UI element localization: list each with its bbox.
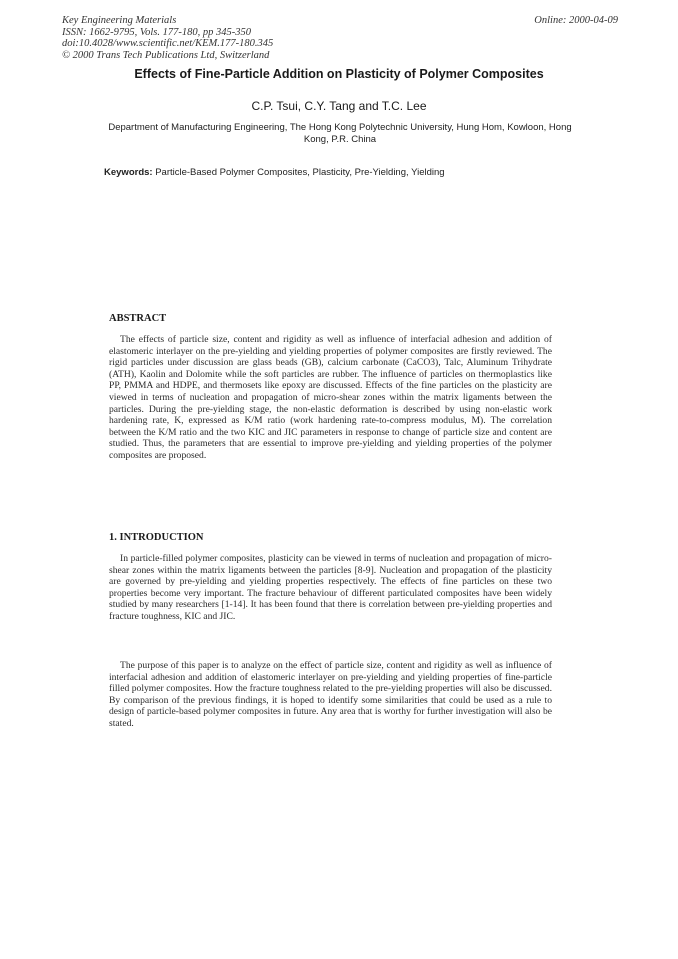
keywords-text: Particle-Based Polymer Composites, Plasticity, Pre-Yielding, Yielding [152, 167, 445, 178]
authors: C.P. Tsui, C.Y. Tang and T.C. Lee [251, 99, 427, 113]
journal-citation [62, 15, 273, 61]
journal-copyright: © 2000 Trans Tech Publications Ltd, Switzerland [62, 49, 270, 61]
journal-name: Key Engineering Materials [62, 15, 177, 26]
abstract-heading: ABSTRACT [109, 313, 167, 324]
abstract-text: The effects of particle size, content and rigidity as well as influence of interfacial adhesion and addition of elastomeric interlayer on the pre-yielding and yielding properties of polymer composites are firstly reviewed. The rigid particles under discussion are glass beads (GB), calcium carbonate (CaCO3), Talc, Aluminum Trihydrate (ATH), Kaolin and Dolomite while the soft particles are rubber. The influence of particles on thermoplastics like PP, PMMA and HDPE, and thermosets like epoxy are discussed. Effects of the fine particles on the plasticity are viewed in terms of nucleation and propagation of micro-shear zones within the matrix ligaments between the particles. During the pre-yielding stage, the non-elastic deformation is described by using non-elastic work hardening rate, K, expressed as K/M ratio (work hardening rate-to-compress modulus, M). The correlation between the K/M ratio and the two KIC and JIC parameters in response to change of particle size and content are studied. Thus, the parameters that are essential to improve pre-yielding and yielding properties of the polymer composites are proposed. [109, 334, 552, 461]
journal-issn: ISSN: 1662-9795, Vols. 177-180, pp 345-350 [62, 26, 251, 38]
paper-title: Effects of Fine-Particle Addition on Plasticity of Polymer Composites [134, 67, 544, 81]
introduction-heading: 1. INTRODUCTION [109, 532, 204, 543]
affiliation: Department of Manufacturing Engineering, The Hong Kong Polytechnic University, Hung Hom, Kowloon, Hong Kong, P.R. China [108, 122, 572, 145]
keywords [104, 167, 584, 179]
keywords-label: Keywords: [104, 167, 153, 178]
introduction-paragraph-2: The purpose of this paper is to analyze on the effect of particle size, content and rigidity as well as influence of interfacial adhesion and addition of elastomeric interlayer on pre-yielding and yielding properties of fine-particle filled polymer composites. How the fracture toughness related to the pre-yielding properties will also be discussed. By comparison of the previous findings, it is hoped to identify some similarities that could be used as a rule to design of particle-based polymer composites in future. Any area that is worthy for further investigation will also be stated. [109, 660, 552, 729]
introduction-paragraph-1: In particle-filled polymer composites, plasticity can be viewed in terms of nucleation and propagation of micro-shear zones within the matrix ligaments between the particles [8-9]. Nucleation and propagation of the plasticity are governed by pre-yielding and yielding properties respectively. The effects of fine particles on these two properties become very important. The fracture behaviour of different particulated composites have been widely studied by many researchers [1-14]. It has been found that there is correlation between pre-yielding properties and fracture toughness, KIC and JIC. [109, 553, 552, 622]
online-date: Online: 2000-04-09 [534, 15, 618, 26]
journal-doi: doi:10.4028/www.scientific.net/KEM.177-180.345 [62, 38, 274, 49]
